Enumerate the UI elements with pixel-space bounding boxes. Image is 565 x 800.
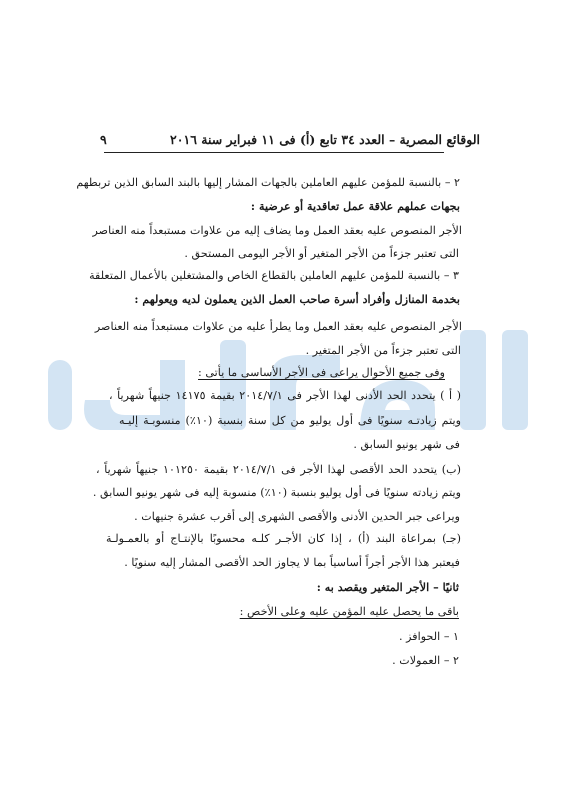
paragraph-line: بجهات عملهم علاقة عمل تعاقدية أو عرضية : — [250, 199, 460, 213]
paragraph-line: فيعتبر هذا الأجر أجراً أساسياً بما لا يجاوز الحد الأقصى المشار إليه سنويًا . — [124, 556, 460, 569]
paragraph-line: (جـ) بمراعاة البند (أ) ، إذا كان الأجـر كلـه محسوبًا بالإنتـاج أو بالعمـولـة — [106, 532, 461, 545]
section-heading: ثانيًا – الأجر المتغير ويقصد به : — [316, 580, 459, 594]
paragraph-line: التى تعتبر جزءاً من الأجر المتغير . — [305, 344, 461, 357]
paragraph-line: ( أ ) يتحدد الحد الأدنى لهذا الأجر فى ٢٠١٤/٧/١ بقيمة ١٤١٧٥ جنيهاً شهرياً ، — [109, 389, 461, 402]
page-header — [100, 132, 480, 147]
list-item: ٢ – العمولات . — [392, 654, 459, 667]
list-item: ١ – الحوافز . — [399, 630, 459, 643]
paragraph-line: بخدمة المنازل وأفراد أسرة صاحب العمل الذين يعملون لديه ويعولهم : — [134, 292, 460, 306]
paragraph-line: وفى جميع الأحوال يراعى فى الأجر الأساسى ما يأتى : — [198, 366, 445, 379]
paragraph-line: ويتم زيادتـه سنويًا فى أول يوليو من كل سنة بنسبة (١٠٪) منسوبـة إليـه — [119, 414, 462, 427]
paragraph-line: ويراعى جبر الحدين الأدنى والأقصى الشهرى إلى أقرب عشرة جنيهات . — [134, 510, 460, 523]
paragraph-line: باقى ما يحصل عليه المؤمن عليه وعلى الأخص : — [239, 605, 459, 618]
paragraph-line: الأجر المنصوص عليه بعقد العمل وما يطرأ عليه من علاوات مستبعداً منه العناصر — [94, 320, 462, 333]
paragraph-line: ويتم زيادته سنويًا فى أول يوليو بنسبة (١٠٪) منسوبة إليه فى شهر يونيو السابق . — [92, 486, 461, 499]
page-title: الوقائع المصرية – العدد ٣٤ تابع (أ) فى ١١ فبراير سنة ٢٠١٦ — [170, 132, 480, 147]
paragraph-line: التى تعتبر جزءاً من الأجر المتغير أو الأجر اليومى المستحق . — [184, 247, 459, 260]
header-rule — [104, 152, 444, 153]
paragraph-line: ٢ – بالنسبة للمؤمن عليهم العاملين بالجهات المشار إليها بالبند السابق الذين تربطهم — [76, 176, 460, 189]
page-number: ٩ — [100, 132, 107, 147]
paragraph-line: فى شهر يونيو السابق . — [353, 438, 460, 451]
paragraph-line: (ب) يتحدد الحد الأقصى لهذا الأجر فى ٢٠١٤/٧/١ بقيمة ١٠١٢٥٠ جنيهاً شهرياً ، — [96, 463, 461, 476]
paragraph-line: الأجر المنصوص عليه بعقد العمل وما يضاف إليه من علاوات مستبعداً منه العناصر — [92, 224, 462, 237]
paragraph-line: ٣ – بالنسبة للمؤمن عليهم العاملين بالقطاع الخاص والمشتغلين بالأعمال المتعلقة — [89, 269, 459, 282]
